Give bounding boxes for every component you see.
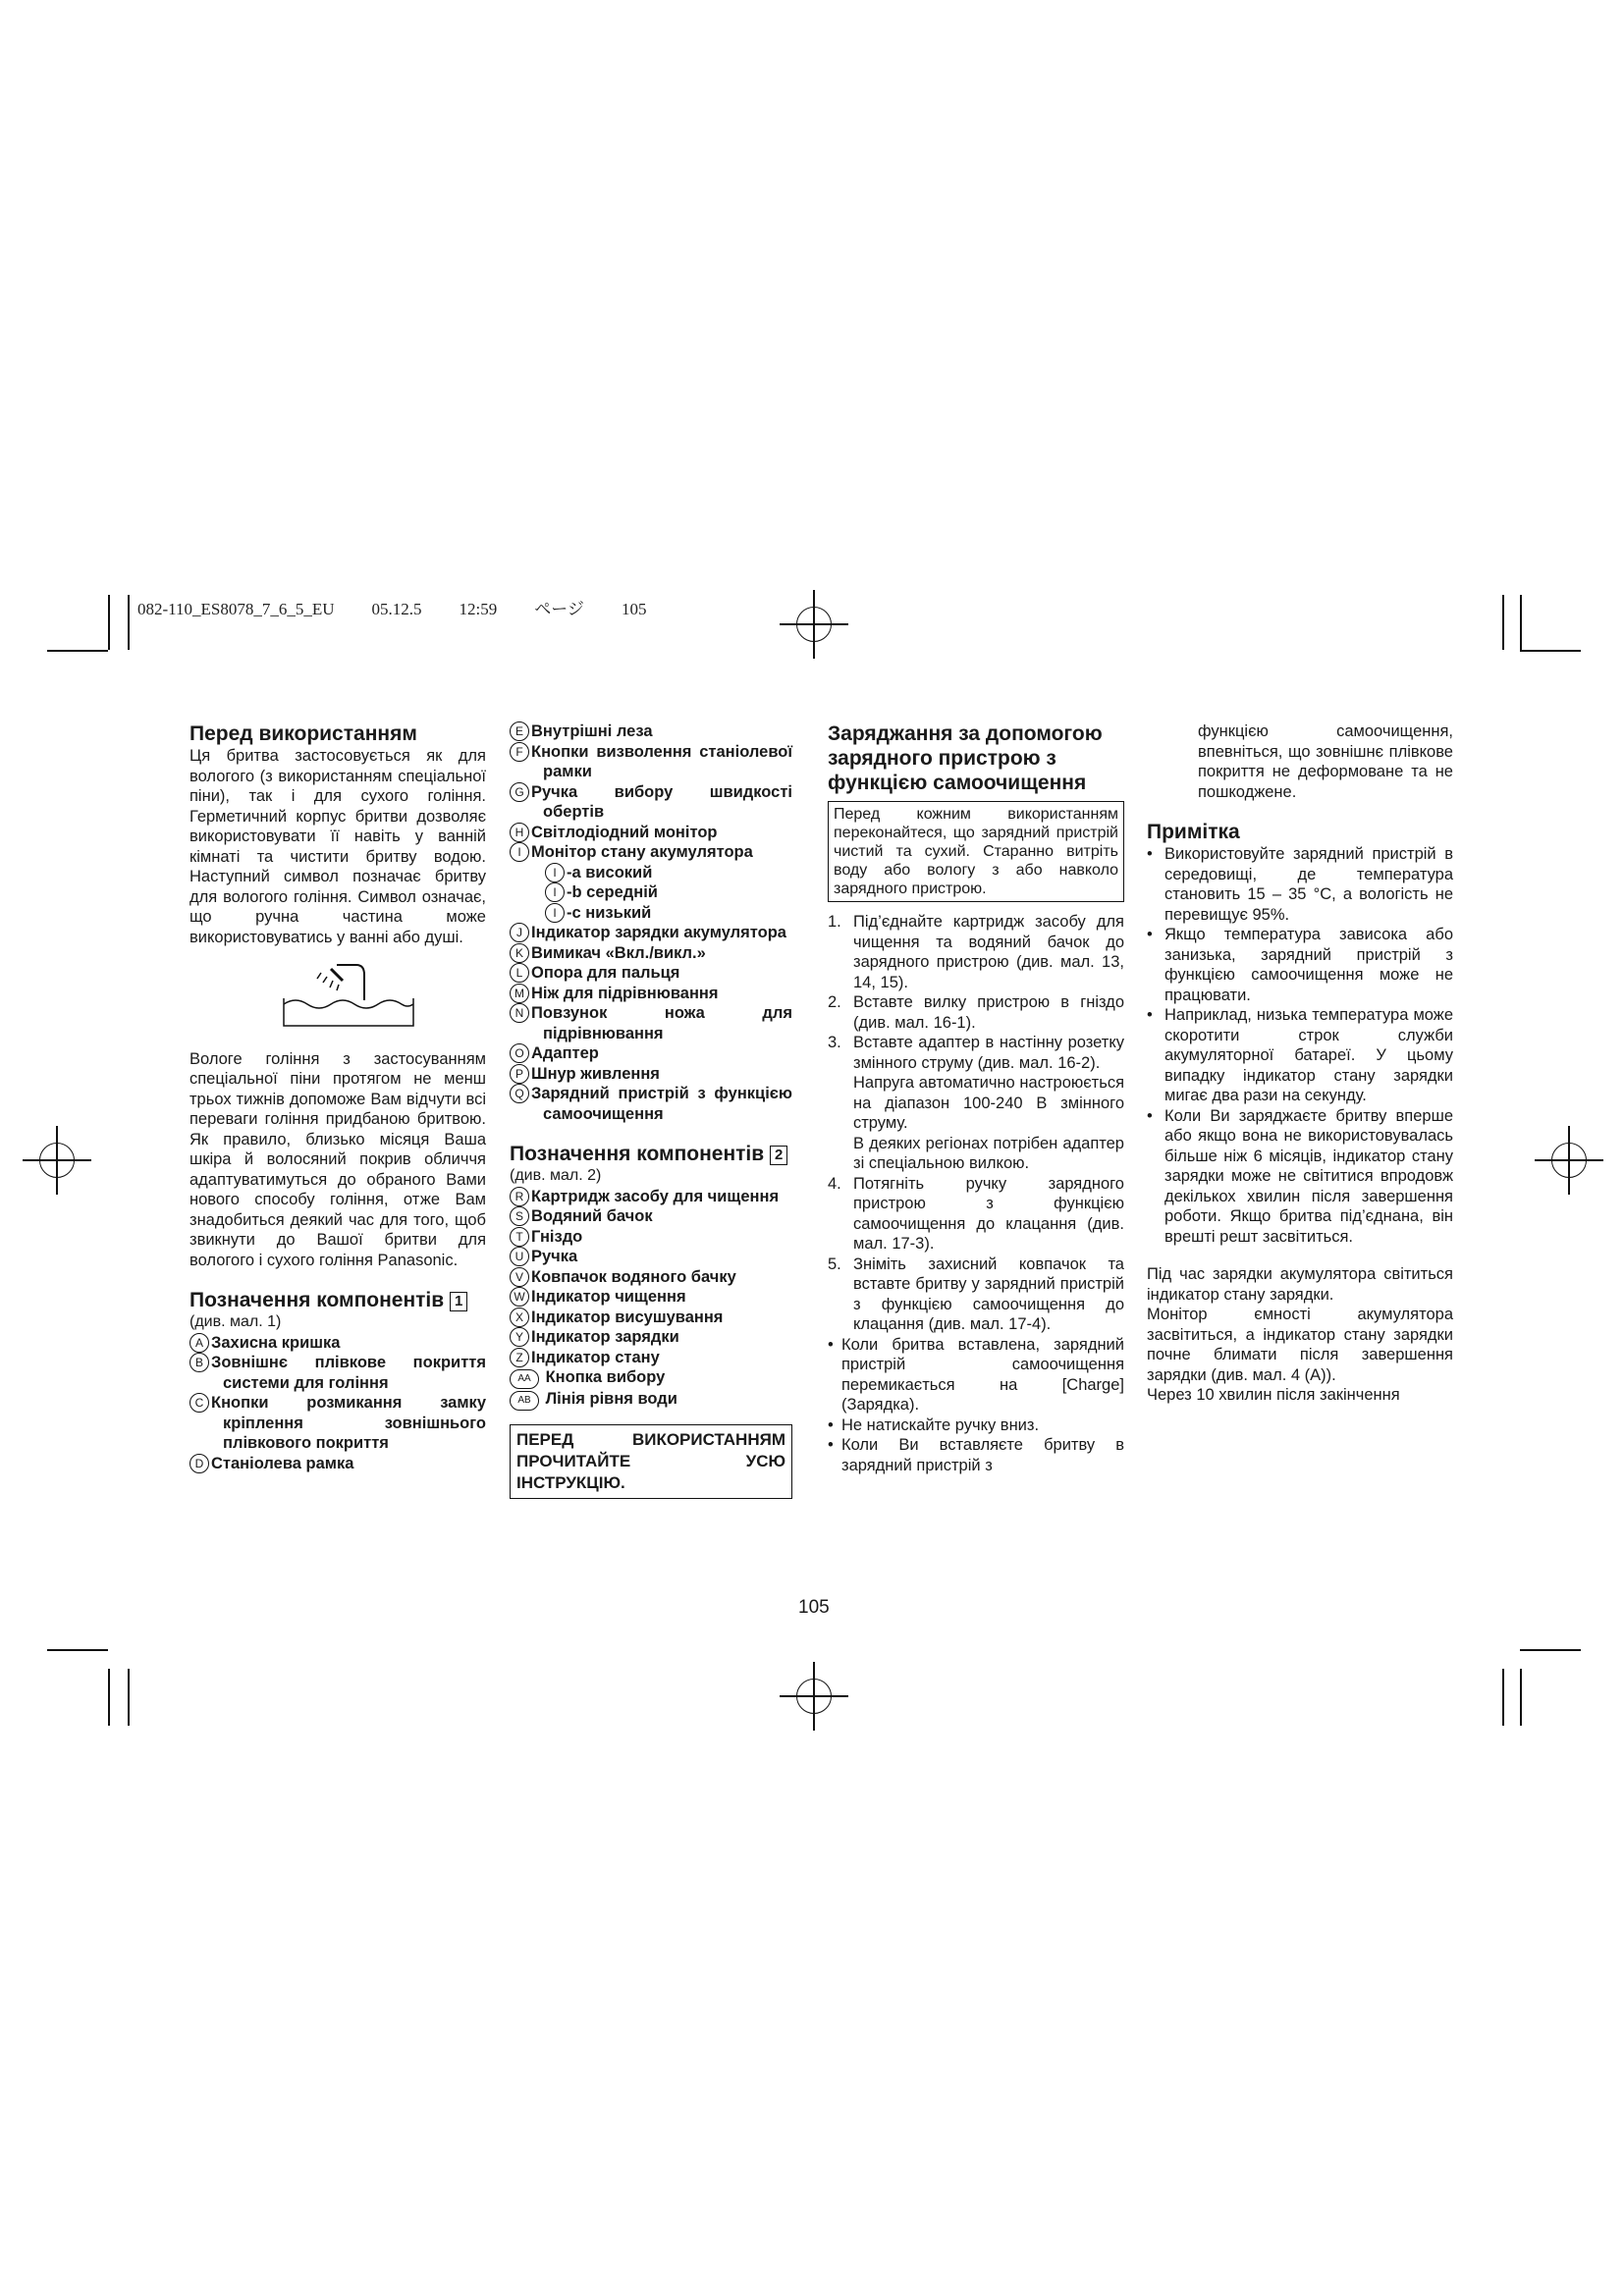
component-label: Гніздо: [531, 1227, 583, 1246]
step-text: Під’єднайте картридж засобу для чищення та водяний бачок до зарядного пристрою (див. мал. 13, 14, 15).: [853, 913, 1124, 991]
component-item: [510, 1064, 792, 1085]
component-item: [510, 1348, 792, 1368]
component-item: [510, 1043, 792, 1064]
component-label: -a високий: [567, 863, 653, 881]
component-item: [510, 842, 792, 863]
component-label: Індикатор зарядки акумулятора: [531, 924, 786, 941]
bullet-text: Коли Ви вставляєте бритву в зарядний пристрій з: [841, 1436, 1124, 1474]
component-letter-mark: I: [545, 882, 565, 902]
section-title: [510, 1142, 792, 1166]
column-3: [828, 721, 1124, 1475]
component-item: [510, 1287, 792, 1308]
bullet-text: Коли Ви заряджаєте бритву вперше або якщо вона не використовувалась більше ніж 6 місяців, індикатор стану зарядки може не світитися впродовж декількох хвилин після завершення роботи. Якщо бритва під’єднана, він врешті решт засвітиться.: [1164, 1106, 1453, 1246]
step-item: [828, 1255, 1124, 1335]
component-letter-mark: L: [510, 963, 529, 983]
component-letter-mark: AA: [510, 1369, 539, 1389]
component-item: [510, 1389, 792, 1411]
component-letter-mark: K: [510, 943, 529, 963]
figure-number-box: 1: [450, 1292, 467, 1311]
crop-mark: [1520, 595, 1522, 650]
bullet-icon: •: [828, 1415, 834, 1434]
paragraph: Вологе гоління з застосуванням спеціальної піни протягом не менш трьох тижнів допоможе Вам відчути всі переваги гоління придбаною бритвою. Як правило, близько місяця Ваша шкіра й волосяний покрив обличчя адаптуватимуться до обраного Вами нового способу гоління, отже Вам знадобиться деякий час для того, щоб звикнути до Вашої бритви для вологого і сухого гоління Panasonic.: [189, 1049, 486, 1269]
component-label: Індикатор висушування: [531, 1308, 724, 1326]
component-letter-mark: F: [510, 742, 529, 762]
bullet-icon: •: [828, 1335, 834, 1354]
component-item: [510, 1084, 792, 1124]
paragraph: Монітор ємності акумулятора засвітиться, а індикатор стану зарядки почне блимати після завершення зарядки (див. мал. 4 (A)).: [1147, 1306, 1453, 1384]
component-letter-mark: T: [510, 1227, 529, 1247]
bullet-text: Не натискайте ручку вниз.: [841, 1415, 1040, 1434]
component-letter-mark: G: [510, 782, 529, 802]
section-title: Заряджання за допомогою зарядного пристрою з функцією самоочищення: [828, 722, 1103, 794]
component-list: [189, 1333, 486, 1474]
component-item: [510, 1187, 792, 1207]
crop-mark: [1520, 1669, 1522, 1726]
step-text: Зніміть захисний ковпачок та вставте бритву у зарядний пристрій з функцією самоочищення до клацання (див. мал. 17-4).: [853, 1255, 1124, 1333]
bullet-icon: •: [828, 1436, 834, 1454]
crop-mark: [1520, 650, 1581, 652]
component-label: Повзунок ножа для підрівнювання: [531, 1004, 792, 1042]
step-item: [828, 992, 1124, 1033]
component-label: Картридж засобу для чищення: [531, 1187, 780, 1205]
section-title-text: Позначення компонентів: [510, 1143, 765, 1165]
component-item: [189, 1454, 486, 1474]
component-item: [510, 1003, 792, 1043]
component-item: [510, 782, 792, 823]
component-item: [510, 1267, 792, 1288]
component-label: Кнопка вибору: [541, 1368, 666, 1386]
info-box: [828, 801, 1124, 902]
step-text: Потягніть ручку зарядного пристрою з функцією самоочищення до клацання (див. мал. 17-3).: [853, 1174, 1124, 1253]
print-header: [137, 595, 683, 619]
component-label: Захисна кришка: [211, 1333, 341, 1352]
crop-mark: [1502, 1669, 1504, 1726]
sub-bullet-list: [828, 1335, 1124, 1476]
bullet-icon: •: [1147, 926, 1153, 943]
bullet-icon: •: [1147, 845, 1153, 863]
component-letter-mark: AB: [510, 1391, 539, 1411]
step-number: 2.: [828, 993, 841, 1011]
component-label: Ручка вибору швидкості обертів: [531, 782, 792, 821]
component-letter-mark: I: [510, 842, 529, 862]
component-letter-mark: A: [189, 1333, 209, 1353]
registration-mark: [39, 1143, 75, 1178]
component-label: Монітор стану акумулятора: [531, 843, 753, 861]
component-item: [510, 1327, 792, 1348]
component-letter-mark: N: [510, 1003, 529, 1023]
column-4: [1147, 721, 1453, 1406]
component-label: Кнопки визволення станіолевої рамки: [531, 742, 792, 780]
component-item: [510, 1227, 792, 1248]
component-letter-mark: S: [510, 1206, 529, 1226]
component-label: Ковпачок водяного бачку: [531, 1267, 736, 1286]
paragraph: Через 10 хвилин після закінчення: [1147, 1386, 1400, 1404]
step-item: [828, 912, 1124, 992]
figure-reference: (див. мал. 1): [189, 1313, 282, 1330]
component-label: Лінія рівня води: [541, 1390, 677, 1408]
registration-mark: [796, 1679, 832, 1714]
step-item: [828, 1033, 1124, 1174]
component-letter-mark: Y: [510, 1327, 529, 1347]
component-letter-mark: E: [510, 721, 529, 741]
bullet-item: [1147, 844, 1453, 925]
paragraph: функцією самоочищення, впевніться, що зовнішнє плівкове покриття не деформоване та не пошкоджене.: [1198, 722, 1453, 801]
component-label: Шнур живлення: [531, 1064, 660, 1083]
component-letter-mark: V: [510, 1267, 529, 1287]
component-letter-mark: D: [189, 1454, 209, 1473]
component-letter-mark: X: [510, 1308, 529, 1327]
bullet-item: [1147, 1005, 1453, 1106]
print-date: 05.12.5: [371, 600, 422, 618]
component-label: -c низький: [567, 903, 652, 922]
component-label: Водяний бачок: [531, 1207, 653, 1225]
warning-box: [510, 1424, 792, 1499]
crop-mark: [1502, 595, 1504, 650]
registration-mark: [1551, 1143, 1587, 1178]
info-text: Перед кожним використанням переконайтеся, що зарядний пристрій чистий та сухий. Старанно витріть воду або вологу з або навколо зарядного пристрою.: [834, 806, 1118, 897]
bullet-item: [828, 1335, 1124, 1415]
section-title: [189, 1288, 486, 1312]
step-number: 4.: [828, 1174, 841, 1193]
component-label: Ніж для підрівнювання: [531, 984, 719, 1002]
component-label: Опора для пальця: [531, 964, 680, 982]
component-label: -b середній: [567, 883, 658, 901]
component-label: Станіолева рамка: [211, 1454, 354, 1472]
component-letter-mark: P: [510, 1064, 529, 1084]
bullet-icon: •: [1147, 1006, 1153, 1024]
crop-mark: [128, 595, 130, 650]
figure-reference: (див. мал. 2): [510, 1167, 602, 1184]
component-label: Внутрішні леза: [531, 722, 653, 740]
component-label: Світлодіодний монітор: [531, 823, 718, 841]
step-item: [828, 1174, 1124, 1255]
component-list: [510, 721, 792, 1124]
section-title: Перед використанням: [189, 722, 417, 745]
component-letter-mark: B: [189, 1353, 209, 1372]
component-letter-mark: M: [510, 984, 529, 1003]
registration-mark: [796, 607, 832, 642]
print-page-label: ページ: [534, 600, 584, 618]
component-label: Індикатор стану: [531, 1348, 660, 1366]
component-item: [510, 1247, 792, 1267]
steps-list: [828, 912, 1124, 1335]
crop-mark: [47, 650, 108, 652]
component-label: Зарядний пристрій з функцією самоочищення: [531, 1085, 792, 1123]
component-item: [189, 1333, 486, 1354]
component-item: [510, 1308, 792, 1328]
section-title-text: Позначення компонентів: [189, 1289, 445, 1311]
component-letter-mark: O: [510, 1043, 529, 1063]
component-letter-mark: I: [545, 903, 565, 923]
component-label: Індикатор чищення: [531, 1288, 686, 1306]
bullet-icon: •: [1147, 1106, 1153, 1125]
bullet-item: [828, 1415, 1124, 1436]
component-label: Ручка: [531, 1248, 578, 1265]
warning-text: ПЕРЕД ВИКОРИСТАННЯМ ПРОЧИТАЙТЕ УСЮ ІНСТРУКЦІЮ.: [516, 1430, 785, 1492]
column-1: [189, 721, 486, 1473]
component-item: [510, 882, 792, 903]
component-letter-mark: R: [510, 1187, 529, 1206]
component-item: [510, 823, 792, 843]
print-time: 12:59: [459, 600, 498, 618]
section-title: Примітка: [1147, 821, 1240, 843]
component-letter-mark: Z: [510, 1348, 529, 1367]
bullet-item: [1147, 925, 1453, 1005]
paragraph: Під час зарядки акумулятора світиться індикатор стану зарядки.: [1147, 1265, 1453, 1304]
step-text: Вставте вилку пристрою в гніздо (див. мал. 16-1).: [853, 993, 1124, 1032]
print-page: 105: [621, 600, 647, 618]
component-letter-mark: C: [189, 1393, 209, 1413]
component-item: [510, 943, 792, 964]
component-letter-mark: H: [510, 823, 529, 842]
step-number: 1.: [828, 913, 841, 931]
component-label: Адаптер: [531, 1044, 599, 1062]
bullet-item: [1147, 1106, 1453, 1248]
crop-mark: [47, 1649, 108, 1651]
paragraph: Ця бритва застосовується як для вологого (з використанням спеціальної піни), так і для сухого гоління. Герметичний корпус бритви дозволяє використовувати її навіть у ванній кімнаті та чистити бритву водою. Наступний символ позначає бритву для вологого гоління. Символ означає, що ручна частина може використовуватись у ванні або душі.: [189, 747, 486, 946]
bullet-item: [828, 1435, 1124, 1475]
crop-mark: [128, 1669, 130, 1726]
figure-number-box: 2: [770, 1146, 787, 1165]
note-list: [1147, 844, 1453, 1247]
component-item: [510, 1206, 792, 1227]
shower-icon: [276, 961, 421, 1030]
print-file: 082-110_ES8078_7_6_5_EU: [137, 600, 335, 618]
bullet-text: Коли бритва вставлена, зарядний пристрій самоочищення перемикається на [Charge] (Зарядка).: [841, 1335, 1124, 1414]
component-item: [510, 923, 792, 943]
step-number: 3.: [828, 1034, 841, 1051]
component-item: [510, 963, 792, 984]
component-item: [510, 721, 792, 742]
page-number: 105: [798, 1597, 830, 1618]
bullet-text: Наприклад, низька температура може скоротити строк служби акумуляторної батареї. У цьому випадку індикатор стану зарядки мигає два рази на секунду.: [1164, 1006, 1453, 1104]
component-letter-mark: U: [510, 1247, 529, 1266]
component-letter-mark: J: [510, 923, 529, 942]
crop-mark: [108, 1669, 110, 1726]
component-letter-mark: I: [545, 863, 565, 882]
step-number: 5.: [828, 1255, 841, 1273]
column-2: [510, 721, 792, 1499]
component-list: [510, 1187, 792, 1412]
step-text: Вставте адаптер в настінну розетку змінного струму (див. мал. 16-2). Напруга автоматично настроюється на діапазон 100-240 В змінного струму. В деяких регіонах потрібен адаптер зі спеціальною вилкою.: [853, 1034, 1124, 1172]
crop-mark: [1520, 1649, 1581, 1651]
component-label: Індикатор зарядки: [531, 1328, 679, 1346]
component-item: [510, 742, 792, 782]
bullet-text: Якщо температура зависока або занизька, зарядний пристрій з функцією самоочищення може не працювати.: [1164, 926, 1453, 1004]
component-label: Кнопки розмикання замку кріплення зовнішнього плівкового покриття: [211, 1394, 486, 1452]
component-item: [510, 863, 792, 883]
component-letter-mark: Q: [510, 1084, 529, 1103]
crop-mark: [108, 595, 110, 650]
component-label: Зовнішнє плівкове покриття системи для гоління: [211, 1354, 486, 1392]
component-letter-mark: W: [510, 1287, 529, 1307]
bullet-text: Використовуйте зарядний пристрій в середовищі, де температура становить 15 – 35 °C, а вологість не перевищує 95%.: [1164, 845, 1453, 924]
component-item: [510, 903, 792, 924]
component-item: [189, 1393, 486, 1454]
component-item: [189, 1353, 486, 1393]
component-item: [510, 984, 792, 1004]
component-item: [510, 1367, 792, 1389]
component-label: Вимикач «Вкл./викл.»: [531, 943, 706, 962]
